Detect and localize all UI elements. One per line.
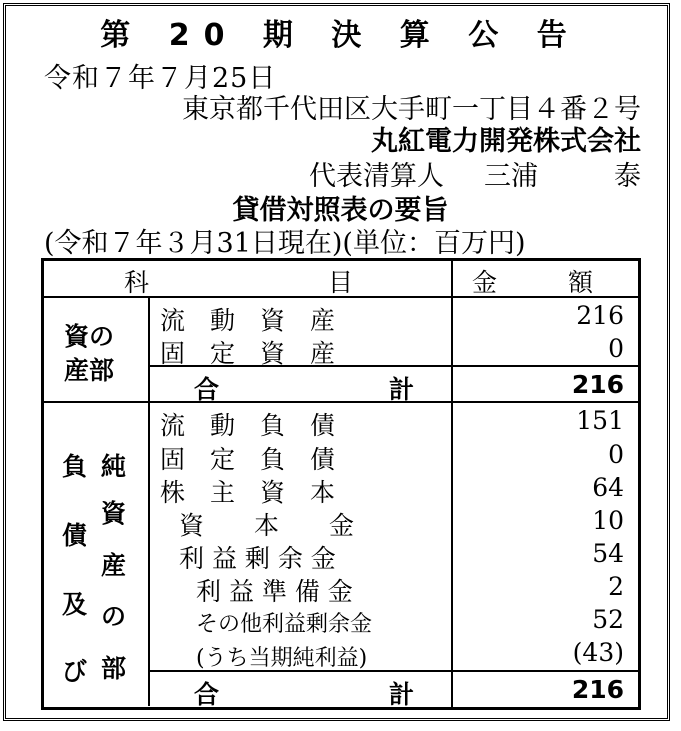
amount-column-divider	[451, 261, 453, 707]
rep-title: 代表清算人	[309, 161, 444, 192]
liab-section-label: 産	[101, 551, 127, 580]
liab-section-label: 部	[101, 654, 127, 683]
header-kamoku-2: 目	[328, 268, 354, 297]
assets-section-label-1: 資の	[64, 322, 115, 351]
notice-date: 令和７年７月25日	[44, 63, 277, 94]
liab-item-label: その他利益剰余金	[196, 612, 373, 637]
rep-family-name: 三浦	[484, 161, 538, 192]
liab-section-label: 負	[62, 452, 88, 481]
liab-item-value: 10	[592, 506, 624, 535]
assets-section-label-2: 産部	[64, 356, 115, 385]
liab-item-value: (43)	[572, 638, 624, 667]
liab-section-label: び	[62, 657, 88, 686]
company-name: 丸紅電力開発株式会社	[371, 126, 641, 157]
liab-section-label: 及	[62, 590, 88, 619]
liab-item-label: (うち当期純利益)	[196, 646, 368, 671]
liab-section-label: 債	[62, 521, 88, 550]
section-divider	[44, 401, 638, 403]
liab-item-label: 株 主 資 本	[160, 478, 336, 507]
liab-total-label-2: 計	[389, 680, 415, 709]
liab-item-value: 151	[576, 406, 624, 435]
balance-sheet-basis: (令和７年３月31日現在)(単位：百万円)	[44, 228, 526, 259]
header-amount-1: 金	[472, 268, 498, 297]
liab-item-value: 54	[592, 539, 624, 568]
liab-item-value: 2	[608, 572, 624, 601]
liab-item-label: 利 益 剰 余 金	[179, 544, 336, 573]
liab-total-label-1: 合	[194, 680, 220, 709]
header-kamoku-1: 科	[124, 268, 150, 297]
liab-item-label: 資 本 金	[179, 511, 355, 540]
rep-given-name: 泰	[614, 161, 641, 192]
assets-total-label-1: 合	[194, 375, 220, 404]
notice-title: 第 20 期 決 算 公 告	[100, 18, 581, 53]
asset-item-label: 流 動 資 産	[160, 306, 336, 335]
liab-item-value: 0	[608, 440, 624, 469]
liab-item-label: 固 定 負 債	[160, 445, 336, 474]
balance-sheet-table	[41, 258, 641, 710]
liab-total-value: 216	[571, 675, 624, 704]
header-amount-2: 額	[568, 268, 594, 297]
liab-section-label: の	[101, 602, 127, 631]
liab-item-label: 利 益 準 備 金	[196, 577, 353, 606]
section-column-divider	[148, 296, 150, 706]
company-address: 東京都千代田区大手町一丁目４番２号	[182, 94, 641, 125]
liab-section-label: 資	[101, 499, 127, 528]
balance-sheet-title: 貸借対照表の要旨	[232, 195, 449, 226]
asset-item-label: 固 定 資 産	[160, 339, 336, 368]
liab-item-label: 流 動 負 債	[160, 411, 336, 440]
liab-section-label: 純	[101, 452, 127, 481]
assets-total-label-2: 計	[389, 375, 415, 404]
liab-item-value: 64	[592, 473, 624, 502]
asset-item-value: 0	[608, 334, 624, 363]
liab-item-value: 52	[592, 605, 624, 634]
asset-item-value: 216	[576, 301, 624, 330]
assets-total-value: 216	[571, 370, 624, 399]
